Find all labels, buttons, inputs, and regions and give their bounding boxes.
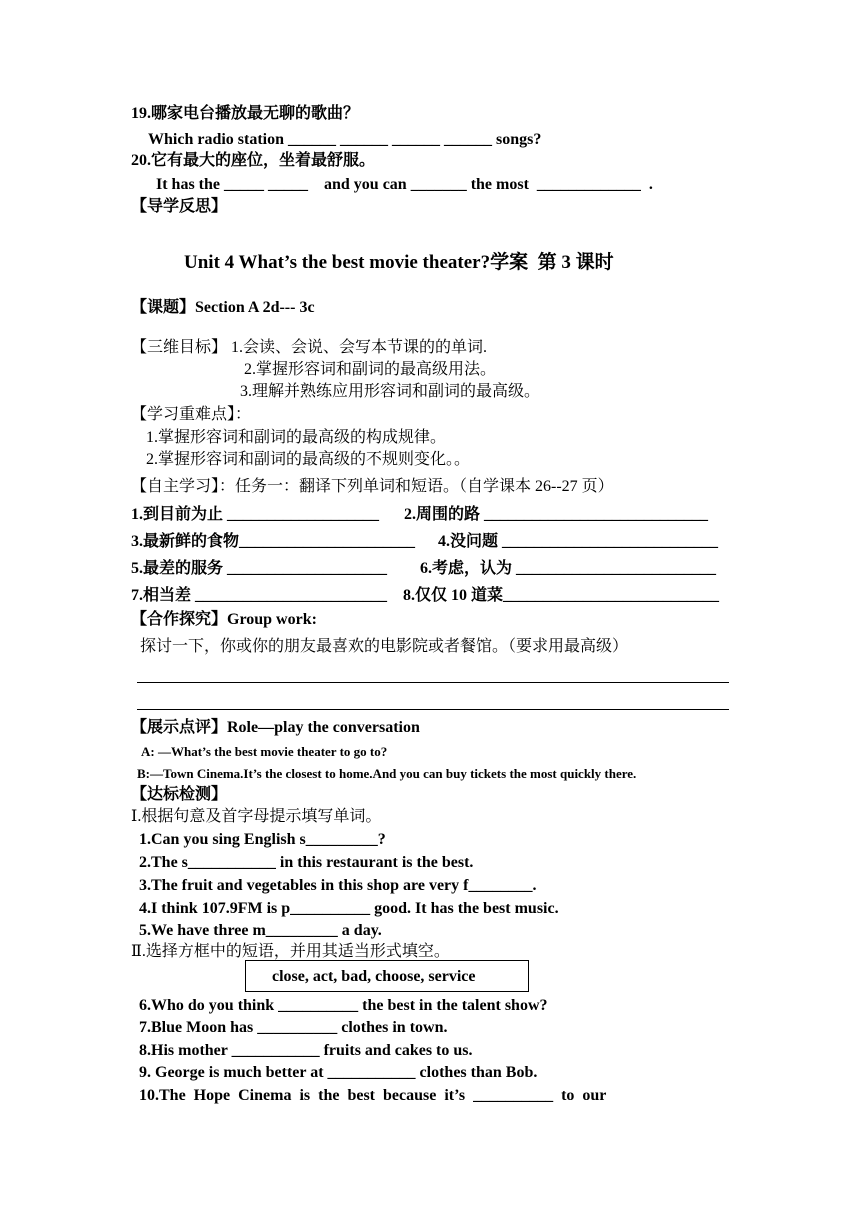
vocab-item-8: 8.仅仅 10 道菜___________________________ [403, 587, 720, 604]
discussion-prompt: 探讨一下，你或你的朋友最喜欢的电影院或者餐馆。（要求用最高级） [140, 638, 629, 655]
word-box [245, 960, 529, 992]
question-19-chinese: 19.哪家电台播放最无聊的歌曲？ [131, 105, 360, 122]
dialog-line-a: A: —What’s the best movie theater to go to? [141, 744, 388, 759]
question-20-english: It has the _____ _____ and you can _______ the most _____________ . [156, 176, 653, 193]
unit-title: Unit 4 What’s the best movie theater?学案 第 3 课时 [184, 252, 614, 273]
vocab-item-5: 5.最差的服务 ____________________ [131, 560, 392, 577]
check-heading: 【达标检测】 [131, 786, 228, 803]
show-heading: 【展示点评】Role—play the conversation [131, 719, 420, 736]
key-point-2: 2.掌握形容词和副词的最高级的不规则变化。。 [146, 451, 471, 468]
goals-line-1: 【三维目标】 1.会读、会说、会写本节课的的单词. [131, 339, 488, 356]
exercise-4: 4.I think 107.9FM is p__________ good. It has the best music. [139, 900, 559, 917]
key-point-1: 1.掌握形容词和副词的最高级的构成规律。 [146, 429, 447, 446]
exercise-8: 8.His mother ___________ fruits and cakes to us. [139, 1042, 473, 1059]
word-box-words: close, act, bad, choose, service [272, 968, 476, 985]
vocab-item-6: 6.考虑，认为 _________________________ [420, 560, 717, 577]
reflection-heading: 【导学反思】 [131, 198, 228, 215]
exercise-6: 6.Who do you think __________ the best in the talent show? [139, 997, 548, 1014]
vocab-item-4: 4.没问题 ___________________________ [438, 533, 719, 550]
answer-line-1 [137, 682, 729, 683]
exercise-5: 5.We have three m_________ a day. [139, 922, 382, 939]
goals-line-3: 3.理解并熟练应用形容词和副词的最高级。 [240, 383, 541, 400]
goals-line-2: 2.掌握形容词和副词的最高级用法。 [244, 361, 497, 378]
vocab-item-7: 7.相当差 ________________________ [131, 587, 392, 604]
vocab-item-1: 1.到目前为止 ___________________ [131, 506, 384, 523]
question-19-english: Which radio station ______ ______ ______ ______ songs? [148, 131, 542, 148]
exercise-3: 3.The fruit and vegetables in this shop are very f________. [139, 877, 537, 894]
exercise-2: 2.The s___________ in this restaurant is the best. [139, 854, 474, 871]
answer-line-2 [137, 709, 729, 710]
topic-line: 【课题】Section A 2d--- 3c [131, 299, 315, 316]
question-20-chinese: 20.它有最大的座位，坐着最舒服。 [131, 152, 376, 169]
self-study-heading: 【自主学习】：任务一：翻译下列单词和短语。（自学课本 26--27 页） [131, 478, 614, 495]
exercise-9: 9. George is much better at ___________ clothes than Bob. [139, 1064, 538, 1081]
vocab-item-2: 2.周围的路 ____________________________ [404, 506, 709, 523]
exercise-7: 7.Blue Moon has __________ clothes in town. [139, 1019, 448, 1036]
exercise-1: 1.Can you sing English s_________? [139, 831, 386, 848]
group-work-heading: 【合作探究】Group work: [131, 611, 317, 628]
dialog-line-b: B:—Town Cinema.It’s the closest to home.And you can buy tickets the most quickly there. [137, 766, 637, 781]
vocab-item-3: 3.最新鲜的食物______________________ [131, 533, 420, 550]
exercise-10: 10.The Hope Cinema is the best because it’s __________ to our [139, 1087, 607, 1104]
part-two-instruction: Ⅱ.选择方框中的短语，并用其适当形式填空。 [131, 943, 450, 960]
key-points-heading: 【学习重难点】： [131, 406, 252, 423]
part-one-instruction: Ⅰ.根据句意及首字母提示填写单词。 [131, 808, 382, 825]
